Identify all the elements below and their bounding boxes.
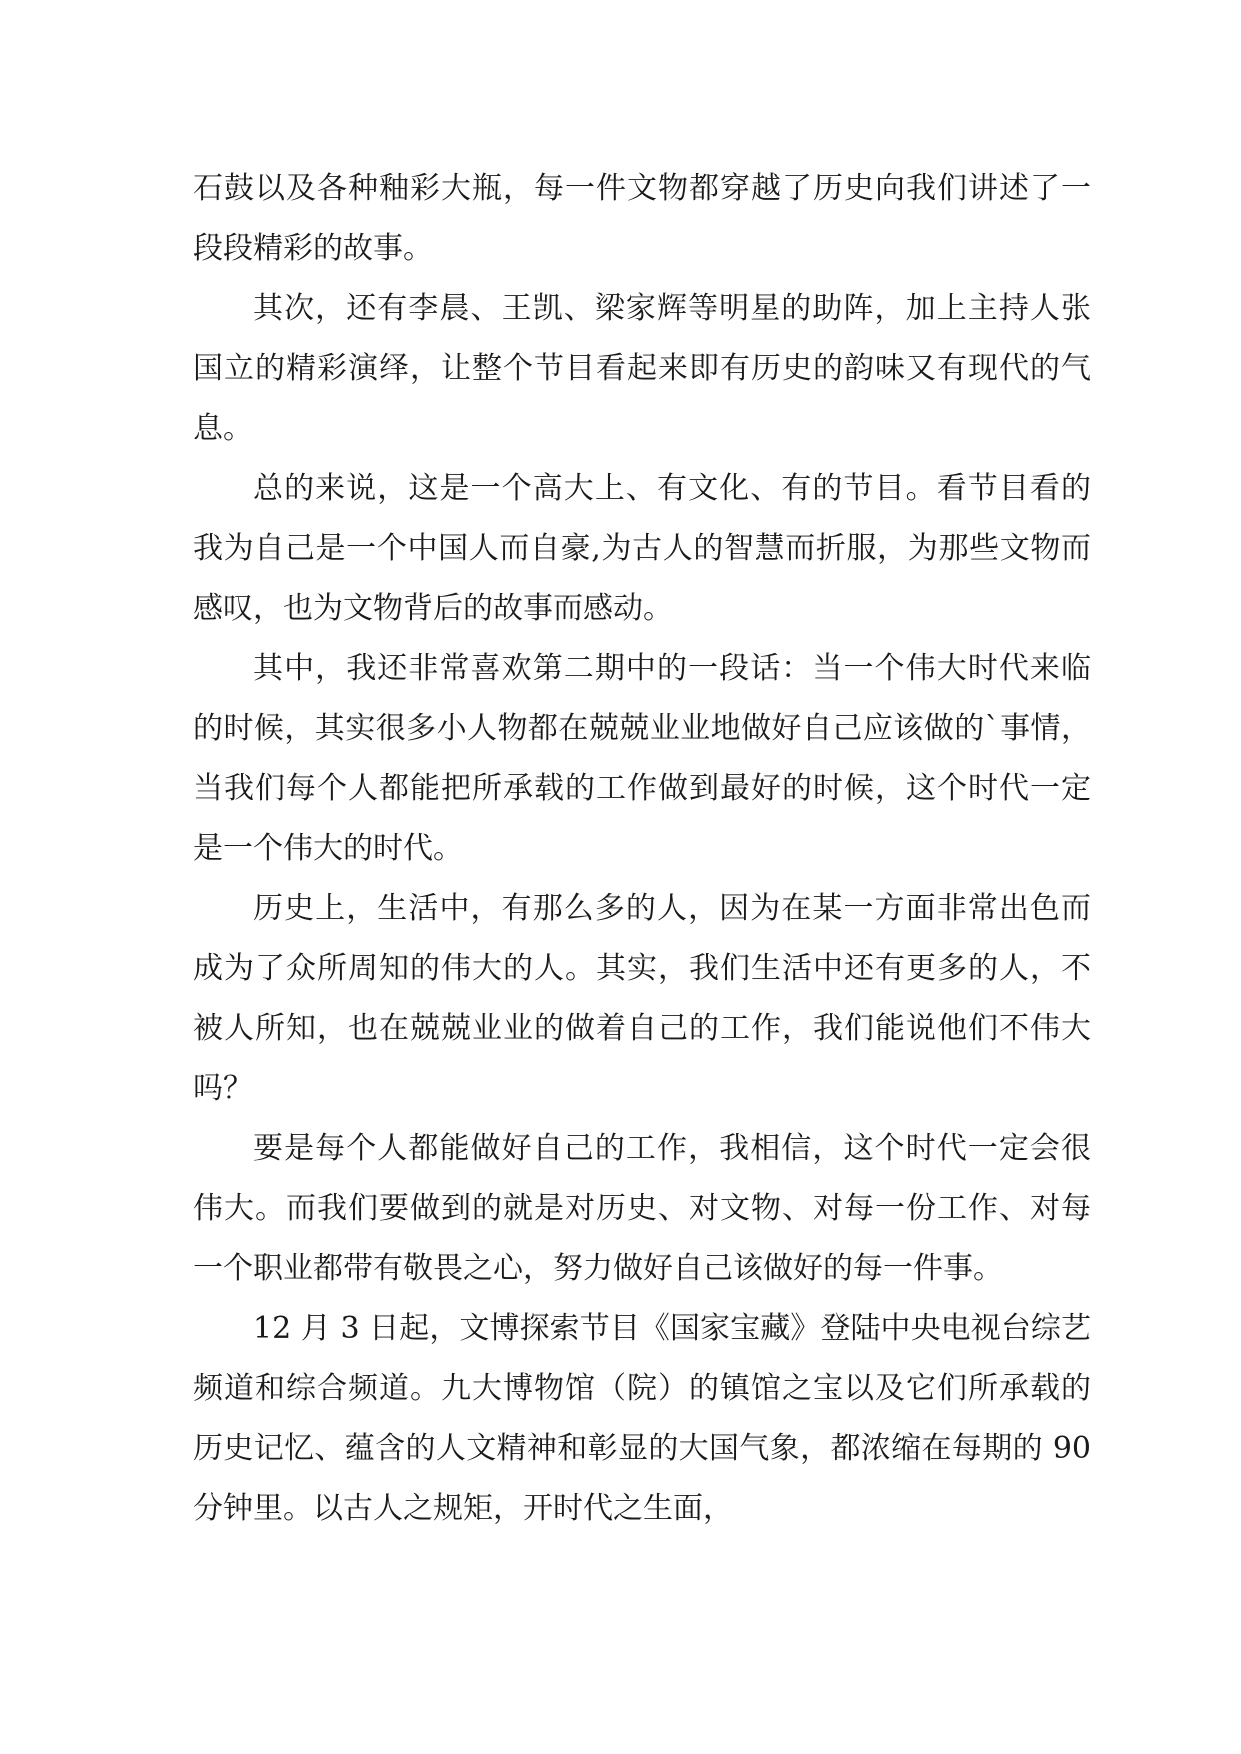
body-text (193, 159, 1091, 1539)
paragraph: 要是每个人都能做好自己的工作，我相信，这个时代一定会很伟大。而我们要做到的就是对历史、对文物、对每一份工作、对每一个职业都带有敬畏之心，努力做好自己该做好的每一件事。 (193, 1131, 1091, 1286)
paragraph: 12 月 3 日起，文博探索节目《国家宝藏》登陆中央电视台综艺频道和综合频道。九大博物馆（院）的镇馆之宝以及它们所承载的历史记忆、蕴含的人文精神和彰显的大国气象，都浓缩在每期的 90 分钟里。以古人之规矩，开时代之生面， (193, 1311, 1091, 1526)
paragraph: 其中，我还非常喜欢第二期中的一段话：当一个伟大时代来临的时候，其实很多小人物都在兢兢业业地做好自己应该做的`事情，当我们每个人都能把所承载的工作做到最好的时候，这个时代一定是一个伟大的时代。 (193, 651, 1091, 866)
paragraph: 总的来说，这是一个高大上、有文化、有的节目。看节目看的我为自己是一个中国人而自豪,为古人的智慧而折服，为那些文物而感叹，也为文物背后的故事而感动。 (193, 471, 1091, 626)
paragraph: 历史上，生活中，有那么多的人，因为在某一方面非常出色而成为了众所周知的伟大的人。其实，我们生活中还有更多的人，不被人所知，也在兢兢业业的做着自己的工作，我们能说他们不伟大吗？ (193, 891, 1091, 1106)
paragraph: 其次，还有李晨、王凯、梁家辉等明星的助阵，加上主持人张国立的精彩演绎，让整个节目看起来即有历史的韵味又有现代的气息。 (193, 291, 1091, 446)
paragraph-continuation: 石鼓以及各种釉彩大瓶，每一件文物都穿越了历史向我们讲述了一段段精彩的故事。 (193, 171, 1091, 266)
